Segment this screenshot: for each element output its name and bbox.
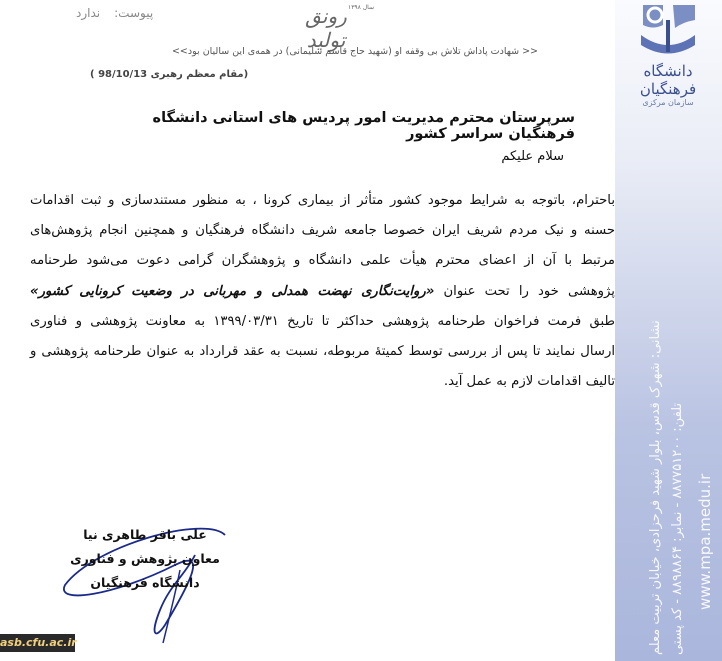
logo-subtitle: سازمان مرکزی <box>642 98 694 107</box>
university-logo <box>622 0 714 140</box>
quote-source: (مقام معظم رهبری 98/10/13 ) <box>90 69 249 80</box>
body-line: ارسال نمایند تا پس از بررسی توسط کمیتهٔ مربوطه، نسبت به عقد قرارداد به عنوان طرحنامه پژوهشی و <box>30 344 615 360</box>
logo-emblem-icon <box>633 0 703 60</box>
body-line: تالیف اقدامات لازم به عمل آید. <box>443 374 615 390</box>
phone-text: تلفن: ۸۸۷۷۵۱۲۰۰ - نمابر: ۸۸۹۸۸۶۴ - کد پستی <box>670 402 685 655</box>
letter-greeting: سلام علیکم <box>501 149 564 164</box>
signature-block <box>70 523 220 595</box>
website-link[interactable]: www.mpa.medu.ir <box>696 473 714 610</box>
source-watermark: asb.cfu.ac.ir <box>0 634 75 652</box>
letterhead-contact <box>620 250 720 660</box>
year-motto <box>286 4 374 52</box>
header-quote: << شهادت پاداش تلاش بی وقفه او (شهید حاج قاسم سلیمانی) در همه‌ی این سالیان بود>> <box>171 46 539 57</box>
body-line: مرتبط با آن از اعضای محترم هیأت علمی دانشگاه و پژوهشگران گرامی دعوت می‌شود طرحنامه <box>30 253 615 269</box>
address-text: نشانی: شهرک قدس، بلوار شهید فرحزادی، خیابان تربیت معلم <box>648 320 663 655</box>
body-line: حسنه و نیک مردم شریف ایران خصوصا جامعه شریف دانشگاه فرهنگیان و همچنین انجام پژوهش‌های <box>30 223 615 239</box>
motto-year: سال ۱۳۹۸ <box>347 4 374 11</box>
signatory-name: علی باقر طاهری نیا <box>83 527 207 542</box>
motto-text: رونق تولید <box>305 4 347 52</box>
attachment-value: ندارد <box>76 6 101 20</box>
body-line-title <box>30 277 615 307</box>
research-title: «روایت‌نگاری نهضت همدلی و مهربانی در وضعیت کرونایی کشور» <box>30 283 435 299</box>
logo-name: دانشگاه فرهنگیان <box>639 62 697 98</box>
letter-recipient-heading: سرپرستان محترم مدیریت امور پردیس های استانی دانشگاه فرهنگیان سراسر کشور <box>152 110 575 142</box>
letter-body <box>30 186 615 397</box>
attachment-field <box>62 6 153 20</box>
signatory-position: معاون پژوهش و فناوری <box>70 551 220 566</box>
attachment-label: پیوست: <box>114 6 154 20</box>
body-line-text: پژوهشی خود را تحت عنوان <box>443 283 615 299</box>
body-line: باحترام، باتوجه به شرایط موجود کشور متأثر از بیماری کرونا ، به منظور مستندسازی و ثبت اقدامات <box>30 193 615 208</box>
signatory-organization: دانشگاه فرهنگیان <box>90 575 200 590</box>
body-line: طبق فرمت فراخوان طرحنامه پژوهشی حداکثر تا تاریخ ۱۳۹۹/۰۳/۳۱ به معاونت پژوهشی و فناوری <box>30 313 615 329</box>
